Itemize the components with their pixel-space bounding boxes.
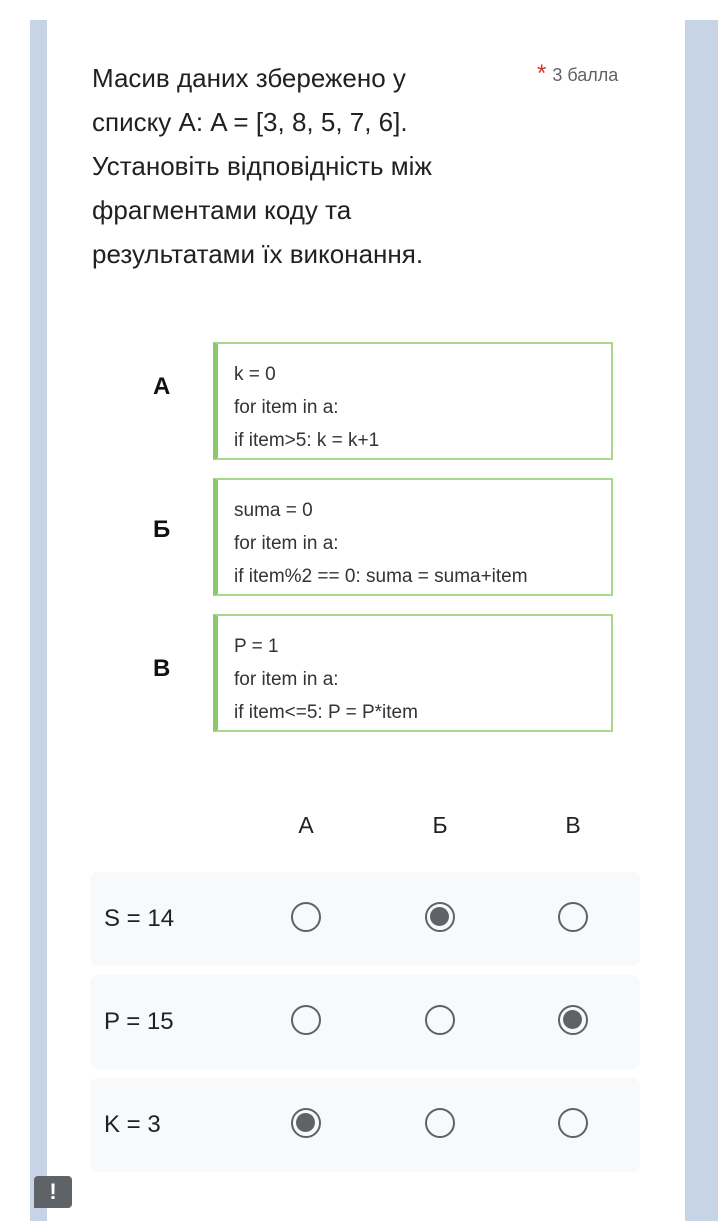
code-line: suma = 0: [234, 500, 313, 521]
code-letter-c: В: [153, 655, 171, 682]
grid-row-label: S = 14: [104, 905, 175, 932]
radio-k-c[interactable]: [558, 1108, 588, 1138]
points-value: 3 балла: [552, 65, 619, 85]
code-line: if item>5: k = k+1: [234, 430, 380, 451]
code-box-c: [213, 614, 613, 732]
question-line: списку А: A = [3, 8, 5, 7, 6].: [92, 107, 408, 137]
radio-k-a[interactable]: [291, 1108, 321, 1138]
code-box-a: [213, 342, 613, 460]
code-line: k = 0: [234, 364, 276, 385]
code-box-b: [213, 478, 613, 596]
radio-p-b[interactable]: [425, 1005, 455, 1035]
question-title: [92, 56, 522, 276]
radio-s-c[interactable]: [558, 902, 588, 932]
grid-row-label: K = 3: [104, 1111, 161, 1138]
right-accent-bar: [685, 20, 718, 1221]
radio-p-c[interactable]: [558, 1005, 588, 1035]
grid-column-b: Б: [432, 812, 448, 838]
code-line: for item in a:: [234, 669, 339, 690]
left-accent-bar: [30, 20, 47, 1221]
grid-row: [90, 872, 640, 966]
radio-p-a[interactable]: [291, 1005, 321, 1035]
grid-row: [90, 1078, 640, 1172]
code-line: for item in a:: [234, 397, 339, 418]
question-line: результатами їх виконання.: [92, 239, 424, 269]
grid-column-c: В: [565, 812, 581, 838]
question-line: Масив даних збережено у: [92, 63, 406, 93]
grid-column-a: А: [298, 812, 314, 838]
feedback-exclamation-icon[interactable]: !: [34, 1176, 72, 1208]
radio-k-b[interactable]: [425, 1108, 455, 1138]
points-label: [537, 60, 618, 88]
radio-s-b[interactable]: [425, 902, 455, 932]
code-line: P = 1: [234, 636, 279, 657]
code-letter-a: А: [153, 373, 171, 400]
code-line: for item in a:: [234, 533, 339, 554]
radio-s-a[interactable]: [291, 902, 321, 932]
grid-row-label: P = 15: [104, 1008, 174, 1035]
code-letter-b: Б: [153, 516, 171, 543]
required-asterisk: *: [537, 60, 547, 87]
code-line: if item<=5: P = P*item: [234, 702, 418, 723]
question-line: фрагментами коду та: [92, 195, 352, 225]
question-line: Установіть відповідність між: [92, 151, 432, 181]
grid-row: [90, 975, 640, 1069]
code-line: if item%2 == 0: suma = suma+item: [234, 566, 528, 587]
